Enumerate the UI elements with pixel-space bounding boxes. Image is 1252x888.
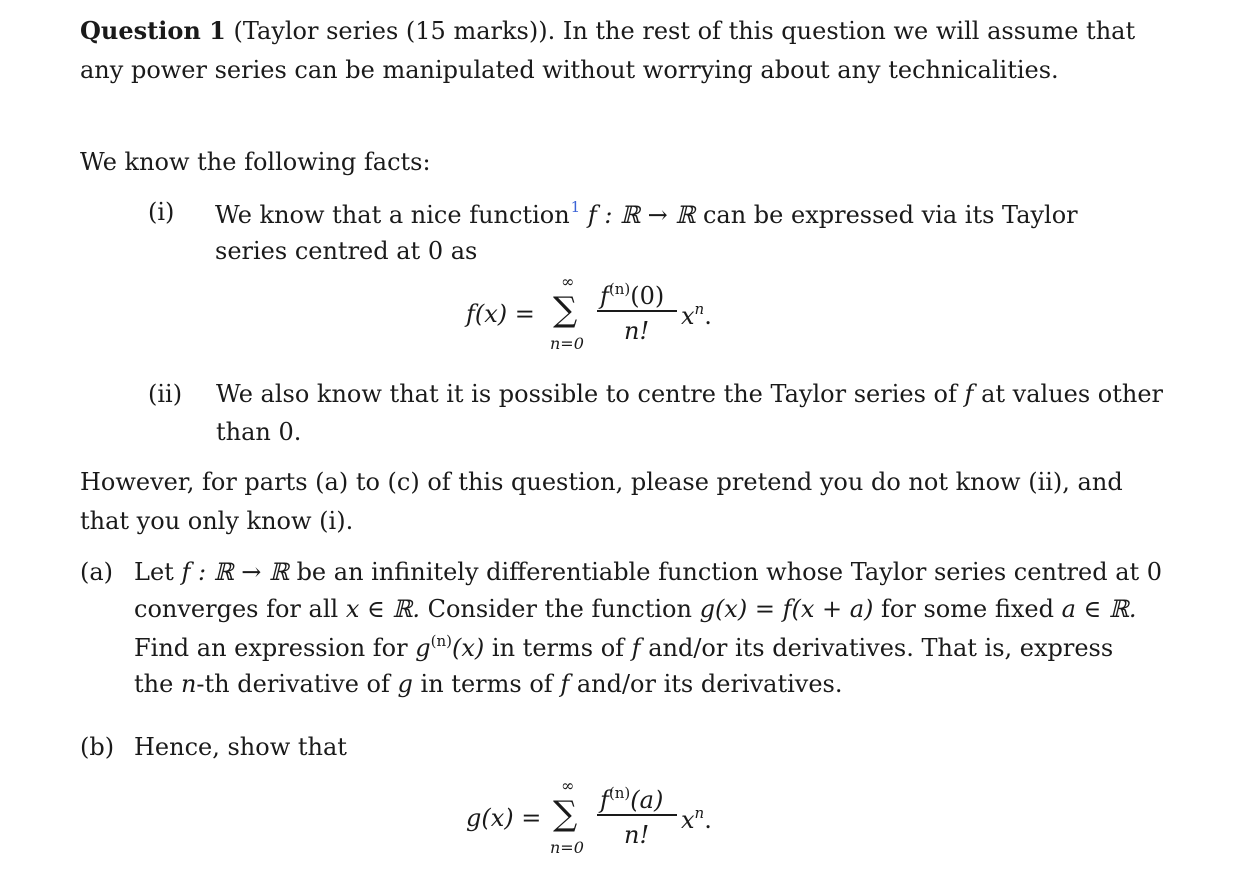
fact-ii-f: f bbox=[964, 380, 974, 408]
eq2-num-arg: (a) bbox=[630, 786, 664, 814]
intro-line-2: any power series can be manipulated without worrying about any technicalities. bbox=[80, 56, 1059, 84]
question-label: Question 1 bbox=[80, 16, 226, 45]
eq2-num-sup: (n) bbox=[608, 784, 631, 802]
eq1-sum-symbol: ∑ bbox=[553, 290, 578, 330]
eq1-denominator-text: n! bbox=[624, 317, 650, 345]
eq1-sum-lower: n=0 bbox=[550, 334, 584, 353]
eq2-sum-lower: n=0 bbox=[550, 838, 584, 857]
fact-ii-line-1 bbox=[216, 382, 1163, 406]
part-a-function-def: f : ℝ → ℝ bbox=[181, 558, 289, 586]
part-a-f-2: f bbox=[560, 670, 570, 698]
facts-heading: We know the following facts: bbox=[80, 148, 431, 176]
part-a-derivs: and/or its derivatives. bbox=[576, 670, 843, 698]
part-a-find: Find an expression for bbox=[134, 634, 408, 662]
fact-i-line-2: series centred at 0 as bbox=[215, 237, 478, 265]
part-a-in-terms-2: in terms of bbox=[420, 670, 553, 698]
part-a-g: g bbox=[415, 634, 431, 662]
part-a-for-some: for some fixed bbox=[881, 595, 1054, 623]
eq2-lhs: g(x) = bbox=[466, 804, 542, 832]
eq2-denominator-text: n! bbox=[624, 821, 650, 849]
fact-i-marker: (i) bbox=[148, 198, 175, 226]
part-a-express: and/or its derivatives. That is, express bbox=[648, 634, 1114, 662]
eq2-period: . bbox=[704, 806, 712, 834]
fact-i-text-c: can be expressed via its Taylor bbox=[702, 201, 1078, 229]
fact-ii-text-a: We also know that it is possible to centre the Taylor series of bbox=[216, 380, 957, 408]
eq2-x: x bbox=[681, 806, 695, 834]
part-a-consider: Consider the function bbox=[427, 595, 692, 623]
eq1-num-f: f bbox=[600, 282, 609, 310]
eq2-fraction-bar bbox=[597, 814, 677, 816]
question-title: (Taylor series (15 marks)). bbox=[233, 17, 556, 45]
part-a-a-in-r: a ∈ ℝ. bbox=[1061, 595, 1137, 623]
eq1-fraction-bar bbox=[597, 310, 677, 312]
eq1-num-sup: (n) bbox=[608, 280, 631, 298]
eq1-period: . bbox=[704, 302, 712, 330]
part-a-let: Let bbox=[134, 558, 174, 586]
part-a-g-sup: (n) bbox=[430, 632, 452, 650]
part-a-g-def: g(x) = f(x + a) bbox=[699, 595, 874, 623]
part-a-in-terms: in terms of bbox=[491, 634, 625, 662]
eq1-power bbox=[681, 302, 712, 328]
fact-i-function-def: f : ℝ → ℝ bbox=[587, 201, 696, 229]
part-a-line-2 bbox=[134, 597, 1136, 621]
part-a-x-in-r: x ∈ ℝ. bbox=[345, 595, 420, 623]
part-a-g-arg: (x) bbox=[452, 634, 485, 662]
eq2-sum-symbol: ∑ bbox=[553, 794, 578, 834]
part-b-text: Hence, show that bbox=[134, 733, 347, 761]
eq1-numerator bbox=[600, 282, 664, 308]
eq1-lhs: f(x) = bbox=[466, 300, 535, 328]
eq1-x-sup: n bbox=[694, 300, 705, 318]
footnote-link[interactable]: 1 bbox=[570, 198, 581, 216]
part-a-nth: -th derivative of bbox=[196, 670, 390, 698]
part-b-marker: (b) bbox=[80, 733, 115, 761]
part-a-g-2: g bbox=[397, 670, 413, 698]
eq2-sum-upper: ∞ bbox=[561, 776, 575, 795]
fact-ii-line-2: than 0. bbox=[216, 418, 302, 446]
eq1-denominator bbox=[624, 319, 649, 343]
fact-i-text-a: We know that a nice function bbox=[215, 201, 570, 229]
question-header bbox=[80, 16, 1136, 45]
fact-ii-text-b: at values other bbox=[981, 380, 1164, 408]
fact-i-line-1 bbox=[215, 200, 1078, 227]
however-line-1: However, for parts (a) to (c) of this question, please pretend you do not know (ii), and bbox=[80, 468, 1123, 496]
eq1-num-arg: (0) bbox=[630, 282, 665, 310]
part-a-text-c: be an infinitely differentiable function whose Taylor series centred at 0 bbox=[296, 558, 1163, 586]
part-a-n: n bbox=[180, 670, 197, 698]
eq2-numerator bbox=[600, 786, 663, 812]
eq2-power bbox=[681, 806, 712, 832]
eq1-sum-upper: ∞ bbox=[561, 272, 575, 291]
however-line-2: that you only know (i). bbox=[80, 507, 354, 535]
part-a-f: f bbox=[631, 634, 641, 662]
intro-line-1: In the rest of this question we will assume that bbox=[562, 17, 1136, 45]
eq1-x: x bbox=[681, 302, 695, 330]
part-a-the: the bbox=[134, 670, 174, 698]
fact-ii-marker: (ii) bbox=[148, 380, 183, 408]
part-a-line-4 bbox=[134, 672, 842, 696]
part-a-converges: converges for all bbox=[134, 595, 339, 623]
part-a-line-3 bbox=[134, 634, 1113, 660]
eq2-num-f: f bbox=[600, 786, 609, 814]
part-a-marker: (a) bbox=[80, 558, 114, 586]
eq2-x-sup: n bbox=[694, 804, 705, 822]
part-a-line-1 bbox=[134, 560, 1162, 584]
eq2-denominator bbox=[624, 823, 649, 847]
